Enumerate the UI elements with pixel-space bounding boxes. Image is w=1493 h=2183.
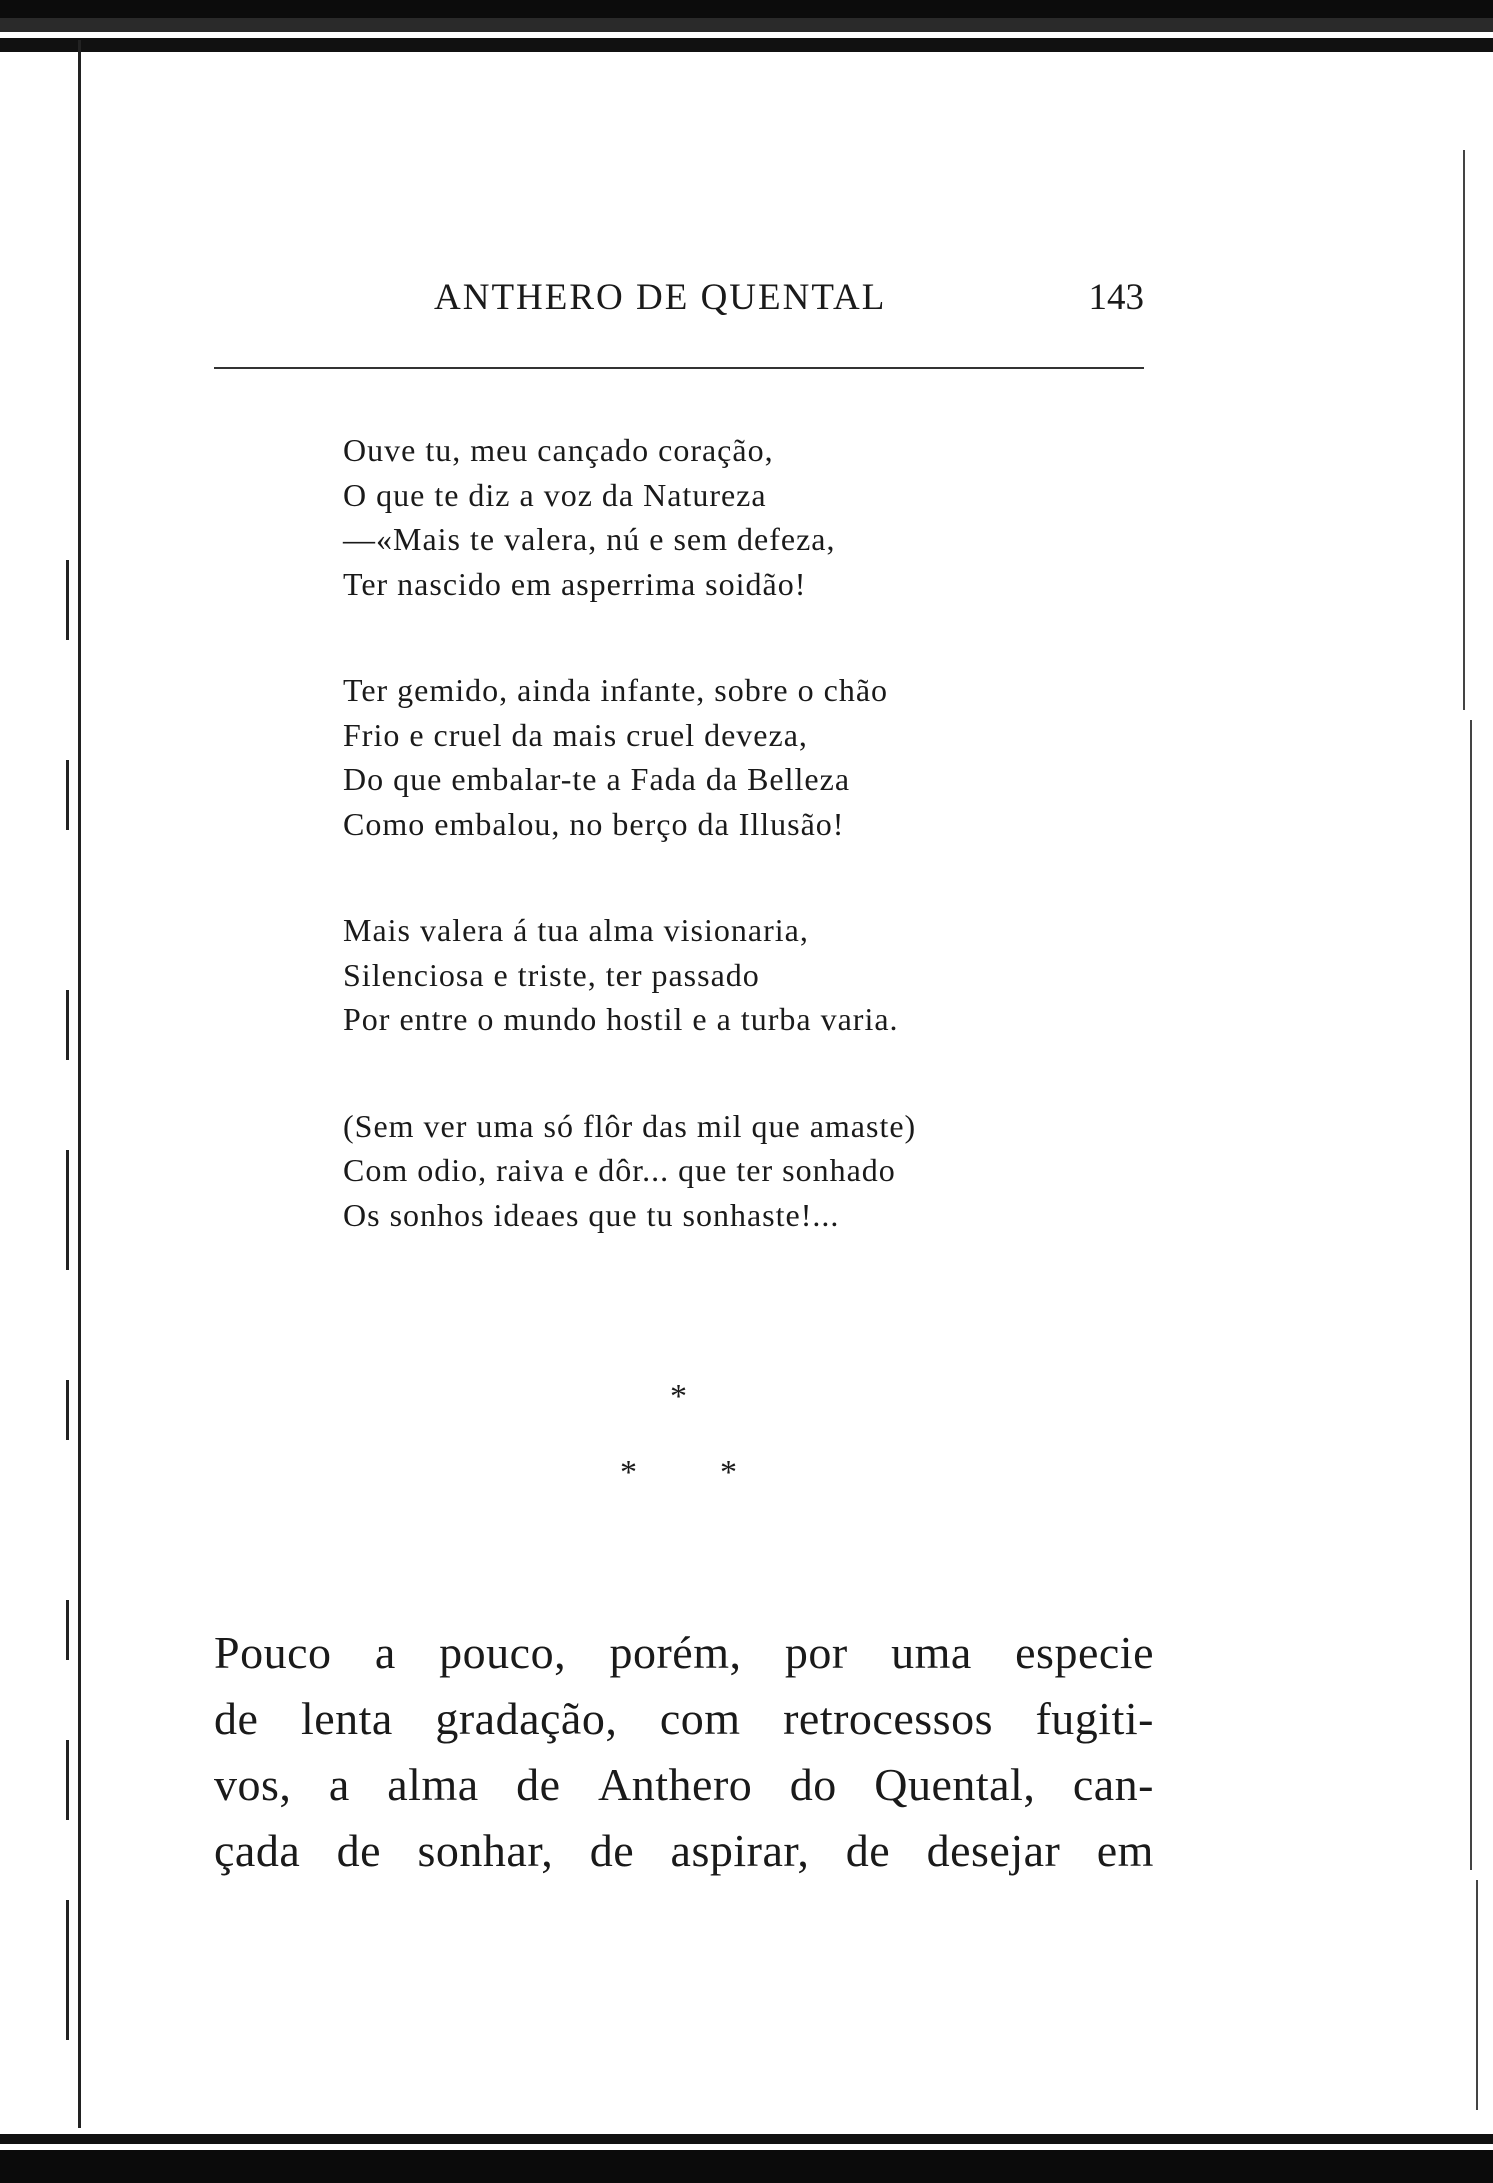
prose-word: a <box>374 1627 396 1678</box>
prose-word: Quental, <box>874 1759 1036 1810</box>
poem-line: Do que embalar-te a Fada da Belleza <box>343 761 851 797</box>
scan-mark <box>66 1600 69 1660</box>
poem-line: Os sonhos ideaes que tu sonhaste!... <box>343 1196 840 1233</box>
poem-line: Ter nascido em asperrima soidão! <box>343 565 807 602</box>
running-head <box>214 276 1144 332</box>
prose-word: vos, <box>214 1759 292 1810</box>
prose-word: de <box>845 1825 891 1876</box>
scan-mark <box>66 1900 69 2040</box>
prose-word: com <box>659 1693 741 1744</box>
prose-word: por <box>784 1627 848 1678</box>
poem-line: O que te diz a voz da Natureza <box>343 476 767 513</box>
prose-line <box>214 1686 1154 1752</box>
prose-word: uma <box>891 1627 972 1678</box>
prose-word: a <box>328 1759 350 1810</box>
prose-word: Anthero <box>598 1759 753 1810</box>
stanza <box>343 668 1143 846</box>
scan-mark <box>66 1740 69 1820</box>
prose-line <box>214 1752 1154 1818</box>
scan-bottom-edge <box>0 2128 1493 2183</box>
scan-mark <box>66 1380 69 1440</box>
scan-mark <box>66 990 69 1060</box>
prose-word: Pouco <box>214 1627 332 1678</box>
prose-word: de <box>214 1693 259 1744</box>
poem-line: Como embalou, no berço da Illusão! <box>343 805 845 842</box>
prose-word: çada <box>214 1825 301 1876</box>
prose-word: em <box>1096 1825 1154 1876</box>
prose-word: porém, <box>609 1627 742 1678</box>
prose-line <box>214 1818 1154 1884</box>
poem-line: Silenciosa e triste, ter passado <box>343 956 760 993</box>
scan-right-edge <box>1476 1880 1478 2110</box>
stanza <box>343 428 1143 606</box>
prose-word: lenta <box>300 1693 393 1744</box>
scan-top-edge <box>0 0 1493 58</box>
prose-word: de <box>589 1825 635 1876</box>
prose-word: do <box>789 1759 837 1810</box>
prose-word: especie <box>1015 1627 1154 1678</box>
stanza <box>343 1104 1143 1238</box>
prose-word: alma <box>387 1759 479 1810</box>
asterism-divider <box>600 1372 770 1491</box>
prose-word: aspirar, <box>670 1825 810 1876</box>
prose-word: sonhar, <box>417 1825 554 1876</box>
poem <box>343 428 1143 1299</box>
stanza <box>343 908 1143 1042</box>
poem-line: —«Mais te valera, nú e sem defeza, <box>343 521 836 557</box>
scan-left-edge <box>78 40 81 2140</box>
header-rule <box>214 367 1144 369</box>
prose-word: pouco, <box>439 1627 567 1678</box>
page-number: 143 <box>1088 277 1144 318</box>
prose-word: gradação, <box>435 1693 618 1744</box>
poem-line: Ter gemido, ainda infante, sobre o chão <box>343 672 889 708</box>
poem-line: Frio e cruel da mais cruel deveza, <box>343 716 808 753</box>
scan-mark <box>66 760 69 830</box>
running-title: ANTHERO DE QUENTAL <box>434 277 887 318</box>
scan-mark <box>66 1150 69 1270</box>
prose-word: desejar <box>926 1825 1061 1876</box>
prose-word: de <box>516 1759 561 1810</box>
poem-line: Ouve tu, meu cançado coração, <box>343 432 774 468</box>
scan-mark <box>66 560 69 640</box>
prose-word: retrocessos <box>783 1693 993 1744</box>
poem-line: Por entre o mundo hostil e a turba varia. <box>343 1001 899 1037</box>
scan-right-edge <box>1463 150 1465 710</box>
prose-line <box>214 1620 1154 1686</box>
prose-word: can- <box>1072 1759 1154 1810</box>
prose-word: de <box>336 1825 382 1876</box>
prose-word: fugiti- <box>1035 1693 1154 1744</box>
poem-line: Com odio, raiva e dôr... que ter sonhado <box>343 1152 896 1188</box>
asterisk: * <box>670 1378 687 1415</box>
poem-line: (Sem ver uma só flôr das mil que amaste) <box>343 1107 917 1144</box>
asterisk: * <box>720 1454 737 1491</box>
poem-line: Mais valera á tua alma visionaria, <box>343 912 809 948</box>
asterisk: * <box>620 1454 637 1491</box>
prose-paragraph <box>214 1620 1154 1884</box>
scan-right-edge <box>1470 720 1472 1870</box>
